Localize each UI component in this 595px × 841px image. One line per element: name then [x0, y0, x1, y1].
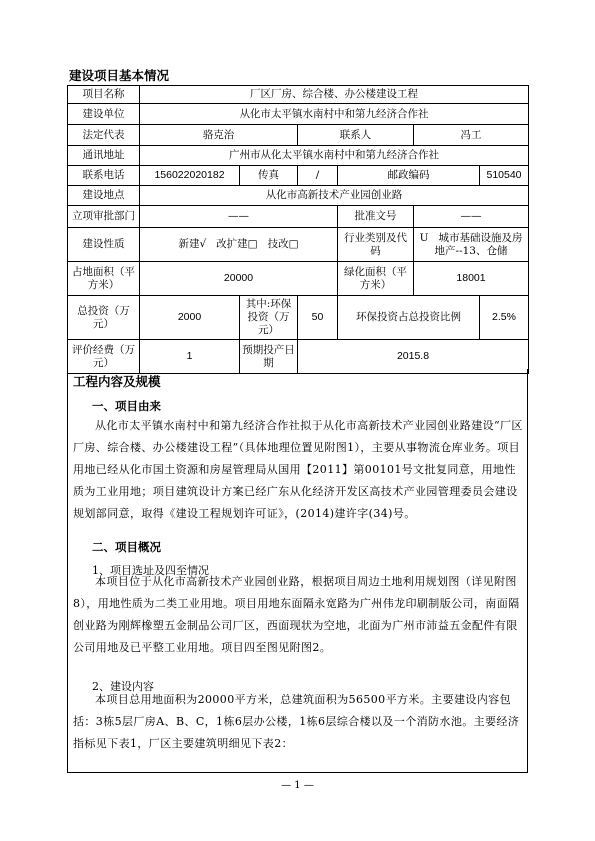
- fax-label: 传真: [240, 166, 298, 186]
- page-number: — 1 —: [281, 780, 314, 791]
- paragraph-origin: 从化市太平镇水南村中和第九经济合作社拟于从化市高新技术产业园创业路建设“厂区厂房、综合楼、办公楼建设工程”（具体地理位置见附图1），主要从事物流仓库业务。项目用地已经从化市国土资源和房屋管理局从国用【2011】第00101号文批复同意，用地性质为工业用地；项目建筑设计方案已经广东从化经济开发区高技术产业园管理委员会建设规划部同意，取得《建设工程规划许可证》，(2014)建许字(34)号。: [73, 419, 523, 520]
- project-name-label: 项目名称: [68, 86, 140, 104]
- contact: 冯工: [414, 125, 529, 146]
- content-box: [67, 369, 528, 773]
- site-label: 建设地点: [68, 186, 140, 206]
- approval-dept: ——: [140, 206, 338, 228]
- start-date: 2015.8: [298, 340, 529, 374]
- project-name: 厂区厂房、综合楼、办公楼建设工程: [140, 86, 529, 104]
- land-area: 20000: [140, 262, 338, 296]
- phone: 15602202018​2: [140, 166, 240, 186]
- approval-dept-label: 立项审批部门: [68, 206, 140, 228]
- project-info-table: [67, 85, 529, 374]
- eval-fee-label: 评价经费（万元）: [68, 340, 140, 374]
- start-date-label: 预期投产日期: [240, 340, 298, 374]
- approval-no: ——: [414, 206, 529, 228]
- builder-label: 建设单位: [68, 104, 140, 125]
- env-ratio-label: 环保投资占总投资比例: [338, 296, 480, 340]
- nature-label: 建设性质: [68, 228, 140, 262]
- industry-value: 城市基础设施及房地产--13、仓储: [434, 231, 523, 257]
- contact-label: 联系人: [298, 125, 414, 146]
- green-area-label: 绿化面积（平方米）: [338, 262, 414, 296]
- paragraph-site: 本项目位于从化市高新技术产业园创业路，根据项目周边土地利用规划图（详见附图8），用地性质为二类工业用地。项目用地东面隔永宽路为广州伟龙印刷制版公司，南面隔创业路为刚辉橡塑五金制品公司厂区，西面现状为空地，北面为广州市沛益五金配件有限公司用地及已平整工业用地。项目四至图见附图2。: [73, 575, 520, 654]
- approval-no-label: 批准文号: [338, 206, 414, 228]
- investment-label: 总投资（万元）: [68, 296, 140, 340]
- address: 广州市从化太平镇水南村中和第九经济合作社: [140, 146, 529, 166]
- nature-options: [140, 228, 338, 262]
- builder: 从化市太平镇水南村中和第九经济合作社: [140, 104, 529, 125]
- subsection-content: 2、建设内容: [92, 680, 154, 693]
- fax: /: [298, 166, 338, 186]
- legal-rep: 骆克治: [140, 125, 298, 146]
- address-label: 通讯地址: [68, 146, 140, 166]
- paragraph-content: 本项目总用地面积为20000平方米，总建筑面积为56500平方米。主要建设内容包括：3栋5层厂房A、B、C，1栋6层办公楼，1栋6层综合楼以及一个消防水池。主要经济指标见下表1，厂区主要建筑明细见下表2：: [73, 693, 520, 750]
- subsection-site: 1、项目选址及四至情况: [92, 564, 209, 577]
- industry-label: 行业类别及代码: [338, 228, 414, 262]
- nature-tech: 技改□: [267, 238, 299, 250]
- industry-code: U: [419, 231, 429, 244]
- postcode: 510540: [480, 166, 529, 186]
- env-invest: 50: [298, 296, 338, 340]
- green-area: 18001: [414, 262, 529, 296]
- investment: 2000: [140, 296, 240, 340]
- nature-new: 新建√: [178, 238, 207, 250]
- section-heading: 建设项目基本情况: [69, 68, 170, 83]
- subsection-overview: 二、项目概况: [92, 540, 161, 554]
- subsection-origin: 一、项目由来: [92, 399, 161, 413]
- env-ratio: 2.5%: [480, 296, 529, 340]
- land-area-label: 占地面积（平方米）: [68, 262, 140, 296]
- postcode-label: 邮政编码: [338, 166, 480, 186]
- legal-rep-label: 法定代表: [68, 125, 140, 146]
- env-invest-label: 其中:环保投资（万元）: [240, 296, 298, 340]
- nature-expand: 改扩建□: [216, 238, 258, 250]
- phone-label: 联系电话: [68, 166, 140, 186]
- eval-fee: 1: [140, 340, 240, 374]
- site: 从化市高新技术产业园创业路: [140, 186, 529, 206]
- industry-value-cell: [414, 228, 529, 262]
- content-title: 工程内容及规模: [73, 374, 161, 389]
